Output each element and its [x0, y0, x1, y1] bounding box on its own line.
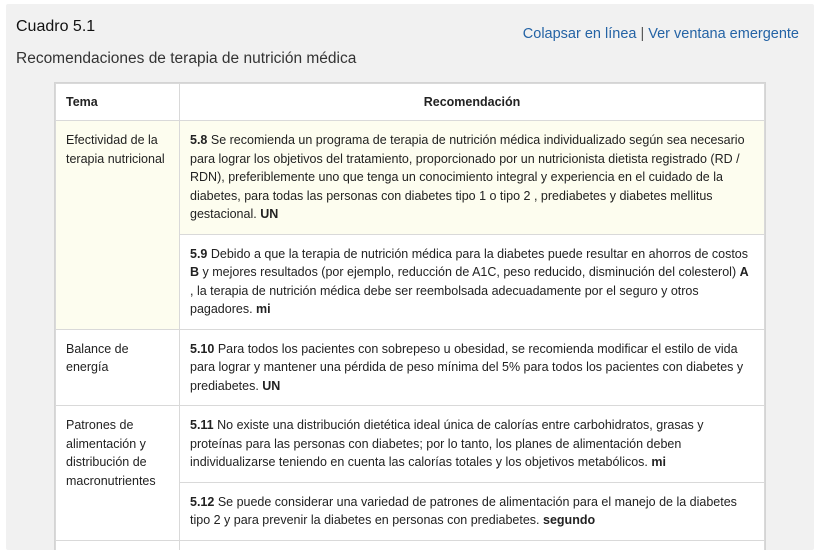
header-recommendation: Recomendación	[180, 84, 765, 121]
evidence-grade: UN	[262, 378, 281, 393]
header-topic: Tema	[56, 84, 180, 121]
evidence-grade: UN	[260, 207, 279, 221]
topic-cell: Balance de energía	[56, 329, 180, 406]
recommendation-cell	[180, 406, 765, 483]
table-row	[56, 540, 765, 550]
recommendation-cell	[180, 482, 765, 540]
table-row	[56, 406, 765, 483]
table-header-row	[56, 84, 765, 121]
recommendation-number: 5.11	[190, 418, 214, 432]
recommendation-number: 5.12	[190, 494, 215, 509]
evidence-grade-inline: B	[190, 265, 200, 279]
recommendation-number: 5.8	[190, 133, 208, 147]
recommendation-cell	[180, 234, 765, 329]
recommendation-text: No existe una distribución dietética ideal única de calorías entre carbohidratos, grasas y proteínas para las personas con diabetes; por lo tanto, los planes de alimentación deben individualizarse teniendo en cuenta las calorías totales y los objetivos metabólicos.	[190, 418, 704, 469]
evidence-grade: mi	[651, 455, 666, 469]
recommendation-number: 5.10	[190, 341, 215, 356]
recommendations-table	[54, 82, 766, 550]
recommendation-text: y mejores resultados (por ejemplo, reducción de A1C, peso reducido, disminución del colesterol)	[199, 265, 740, 279]
evidence-grade: segundo	[543, 513, 596, 527]
table-row	[56, 329, 765, 406]
table-caption: Recomendaciones de terapia de nutrición médica	[16, 50, 357, 67]
table-row	[56, 121, 765, 235]
recommendation-cell	[180, 329, 765, 406]
actions-separator: |	[640, 26, 645, 42]
evidence-grade-inline: A	[739, 265, 749, 279]
recommendation-text: Para todos los pacientes con sobrepeso u obesidad, se recomienda modificar el estilo de vida para lograr y mantener una pérdida de peso mínima del 5% para todos los pacientes con diabetes y prediabetes.	[190, 341, 744, 393]
view-popup-link[interactable]: Ver ventana emergente	[648, 26, 799, 42]
box-title: Cuadro 5.1	[16, 18, 96, 35]
recommendation-text: , la terapia de nutrición médica debe ser reembolsada adecuadamente por el seguro y otros pagadores.	[190, 283, 699, 316]
box-actions	[523, 26, 799, 42]
topic-cell	[56, 540, 180, 550]
recommendation-text: Debido a que la terapia de nutrición médica para la diabetes puede resultar en ahorros de costos	[207, 246, 749, 261]
topic-cell: Efectividad de la terapia nutricional	[56, 121, 180, 330]
topic-cell: Patrones de alimentación y distribución de macronutrientes	[56, 406, 180, 541]
collapse-inline-link[interactable]: Colapsar en línea	[522, 26, 637, 42]
evidence-grade: mi	[256, 302, 271, 316]
recommendation-cell	[180, 121, 765, 235]
recommendation-cell	[180, 540, 765, 550]
table-box	[6, 4, 814, 550]
recommendation-number: 5.9	[190, 246, 208, 261]
recommendation-text: Se recomienda un programa de terapia de nutrición médica individualizado según sea necesario para lograr los objetivos del tratamiento, proporcionado por un nutricionista dietista registrado (RD / RDN), preferiblemente uno que tenga un conocimiento integral y experiencia en el cuidado de la diabetes, para todas las personas con diabetes tipo 1 o tipo 2 , prediabetes y diabetes mellitus gestacional.	[190, 133, 745, 221]
recommendation-text: Se puede considerar una variedad de patrones de alimentación para el manejo de la diabetes tipo 2 y para prevenir la diabetes en personas con prediabetes.	[190, 494, 737, 527]
